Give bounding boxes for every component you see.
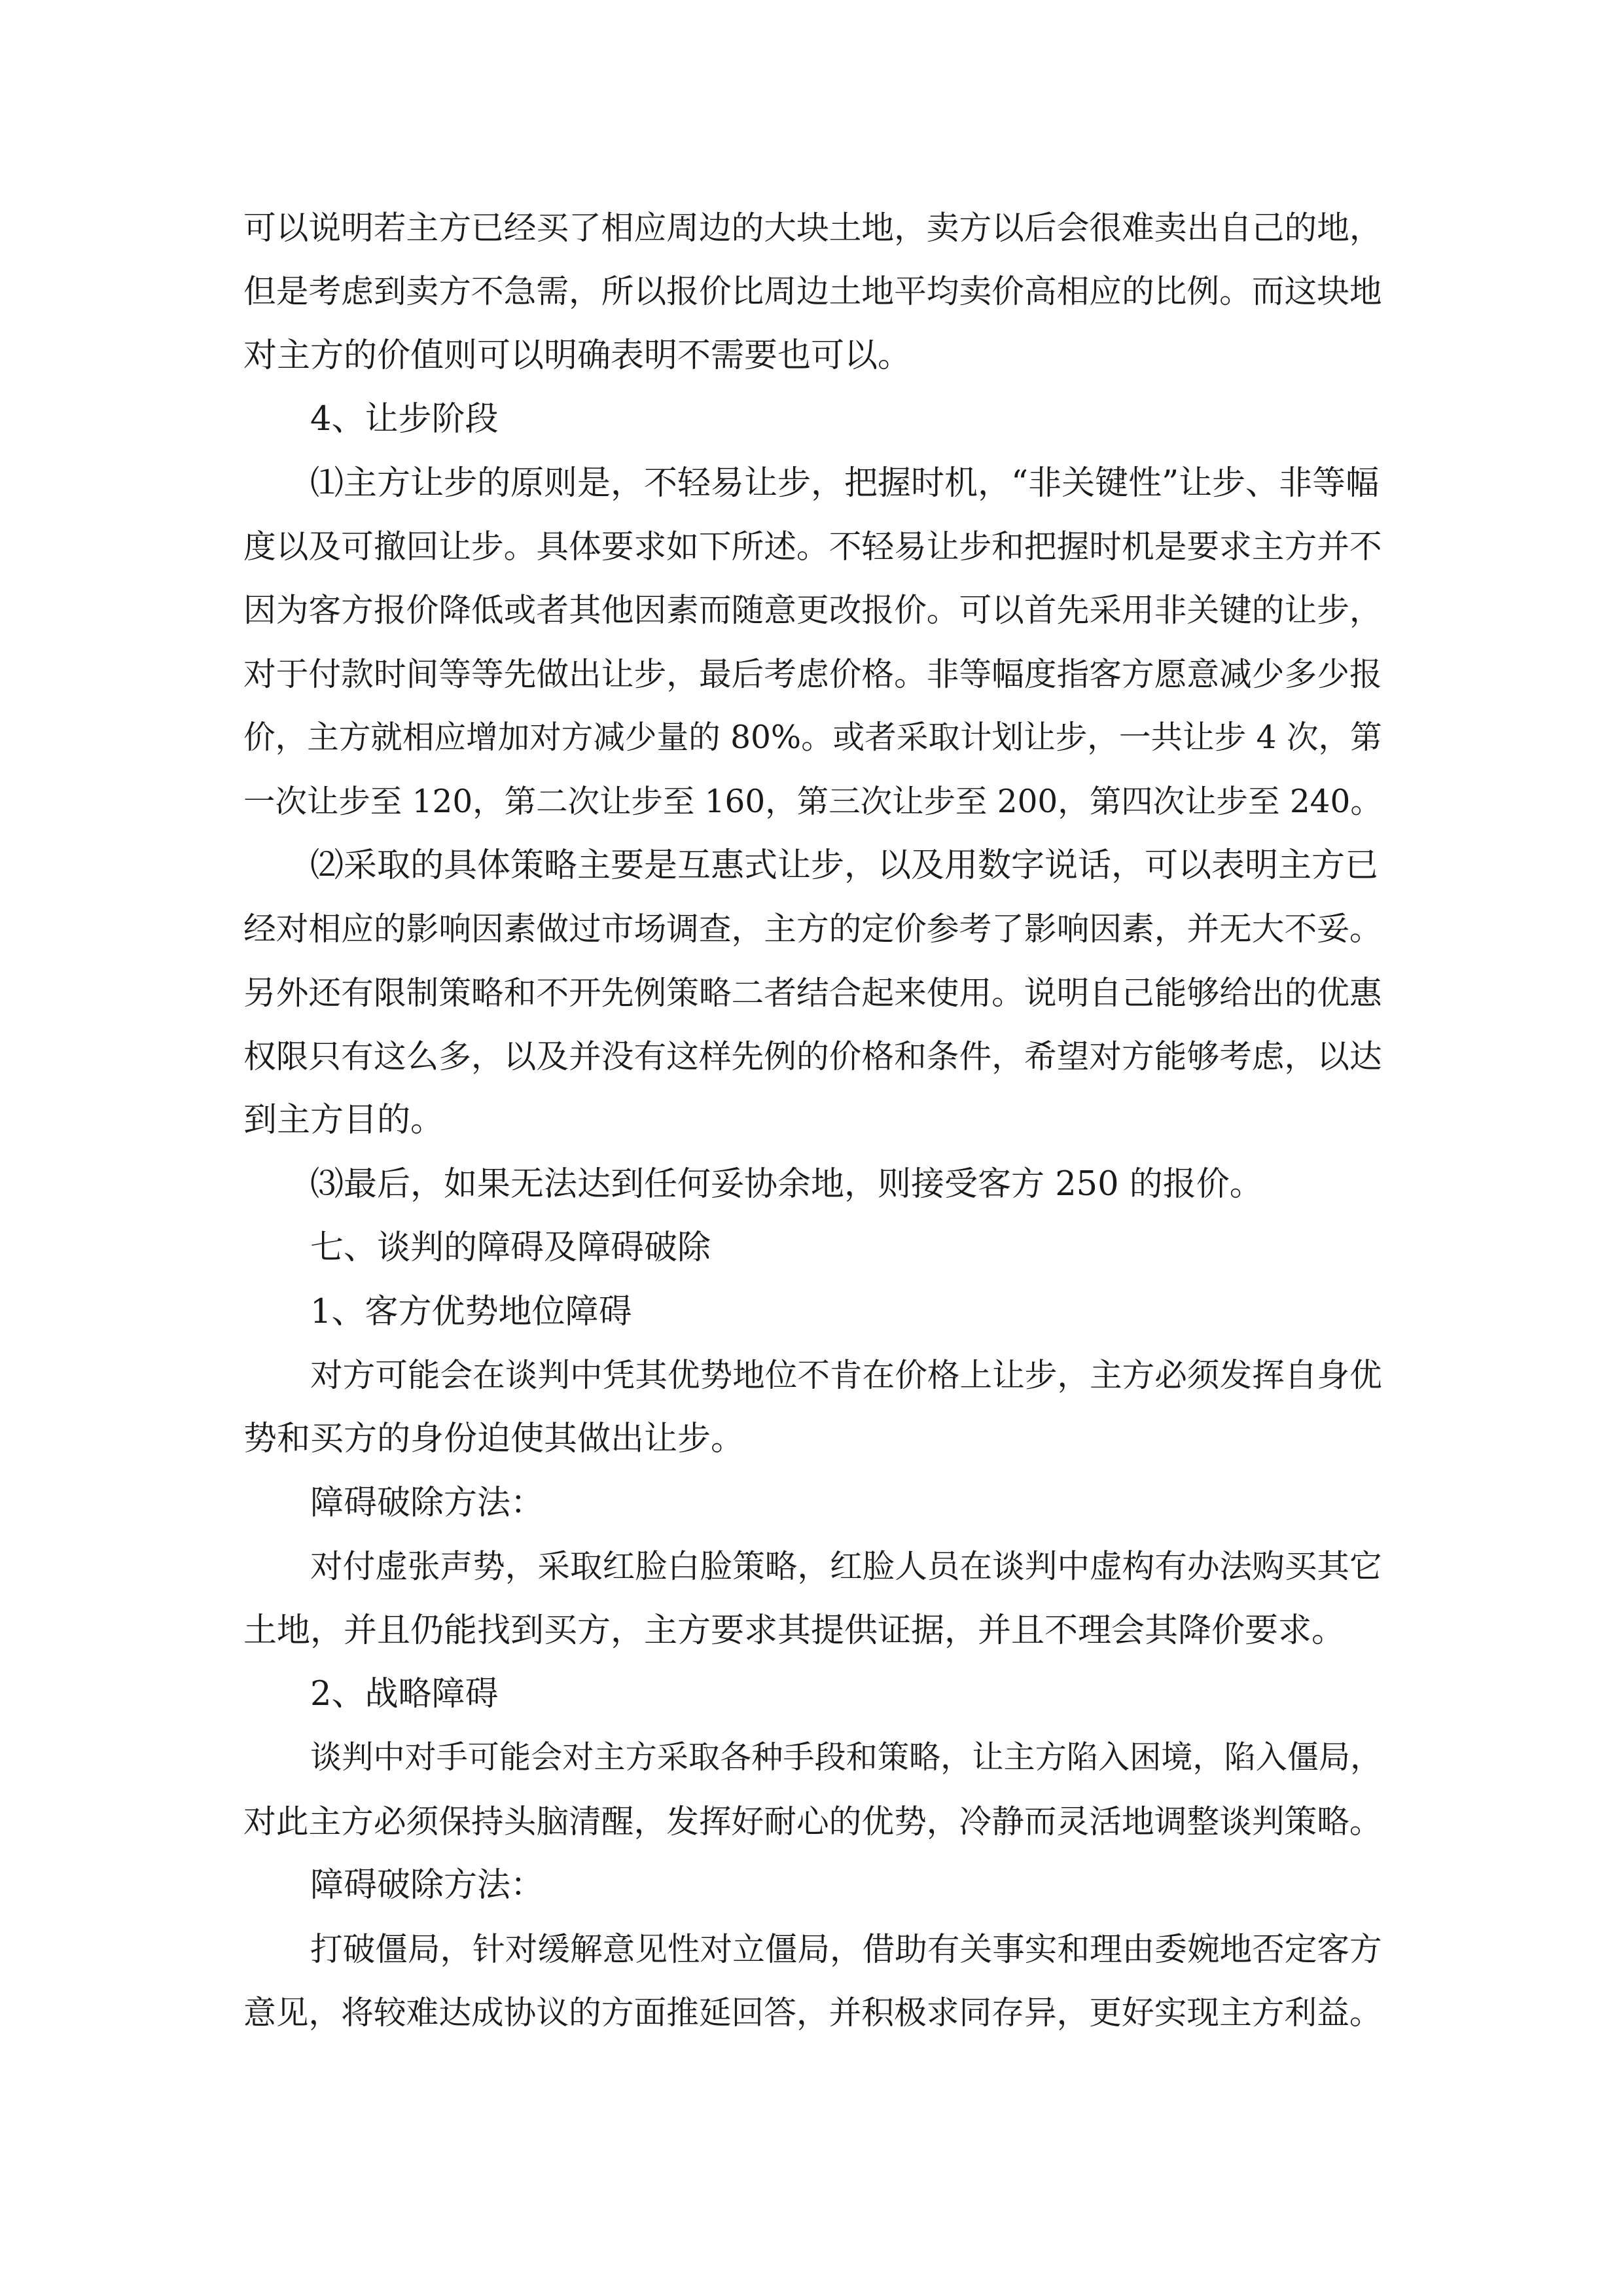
text-line: 价，主方就相应增加对方减少量的 80%。或者采取计划让步，一共让步 4 次，第 [243, 719, 1382, 757]
text-line: 但是考虑到卖方不急需，所以报价比周边土地平均卖价高相应的比例。而这块地 [243, 272, 1382, 311]
text-line: 对方可能会在谈判中凭其优势地位不肯在价格上让步，主方必须发挥自身优 [310, 1356, 1382, 1395]
text-line: 打破僵局，针对缓解意见性对立僵局，借助有关事实和理由委婉地否定客方 [310, 1929, 1382, 1968]
text-line: 势和买方的身份迫使其做出让步。 [243, 1420, 745, 1459]
text-line: 2、战略障碍 [310, 1674, 499, 1713]
text-line: 经对相应的影响因素做过市场调查，主方的定价参考了影响因素，并无大不妥。 [243, 910, 1382, 948]
text-line: 对付虚张声势，采取红脸白脸策略，红脸人员在谈判中虚构有办法购买其它 [310, 1547, 1382, 1586]
text-line: 4、让步阶段 [310, 400, 499, 439]
document-body [243, 196, 1382, 2045]
text-line: 土地，并且仍能找到买方，主方要求其提供证据，并且不理会其降价要求。 [243, 1611, 1346, 1650]
text-line: 谈判中对手可能会对主方采取各种手段和策略，让主方陷入困境，陷入僵局， [310, 1739, 1382, 1776]
text-line: 七、谈判的障碍及障碍破除 [310, 1229, 711, 1268]
text-line: 障碍破除方法： [310, 1483, 544, 1522]
text-line: 对于付款时间等等先做出让步，最后考虑价格。非等幅度指客方愿意减少多少报 [243, 655, 1382, 693]
text-line: ⑶最后，如果无法达到任何妥协余地，则接受客方 250 的报价。 [310, 1164, 1263, 1204]
text-line: 度以及可撤回让步。具体要求如下所述。不轻易让步和把握时机是要求主方并不 [243, 527, 1382, 565]
text-line: 对主方的价值则可以明确表明不需要也可以。 [243, 336, 912, 375]
text-line: 可以说明若主方已经买了相应周边的大块土地，卖方以后会很难卖出自己的地， [243, 209, 1382, 247]
text-line: 权限只有这么多，以及并没有这样先例的价格和条件，希望对方能够考虑，以达 [243, 1037, 1382, 1076]
text-line: 障碍破除方法： [310, 1866, 544, 1905]
text-line: 对此主方必须保持头脑清醒，发挥好耐心的优势，冷静而灵活地调整谈判策略。 [243, 1802, 1382, 1840]
text-line: 另外还有限制策略和不开先例策略二者结合起来使用。说明自己能够给出的优惠 [243, 973, 1382, 1012]
text-line: ⑴主方让步的原则是，不轻易让步，把握时机，“非关键性”让步、非等幅 [310, 463, 1380, 503]
text-line: 1、客方优势地位障碍 [310, 1292, 632, 1331]
text-line: ⑵采取的具体策略主要是互惠式让步，以及用数字说话，可以表明主方已 [310, 846, 1379, 885]
text-line: 一次让步至 120，第二次让步至 160，第三次让步至 200，第四次让步至 240。 [243, 783, 1382, 820]
text-line: 意见，将较难达成协议的方面推延回答，并积极求同存异，更好实现主方利益。 [243, 1993, 1382, 2032]
text-line: 到主方目的。 [243, 1101, 444, 1140]
text-line: 因为客方报价降低或者其他因素而随意更改报价。可以首先采用非关键的让步， [243, 591, 1382, 630]
